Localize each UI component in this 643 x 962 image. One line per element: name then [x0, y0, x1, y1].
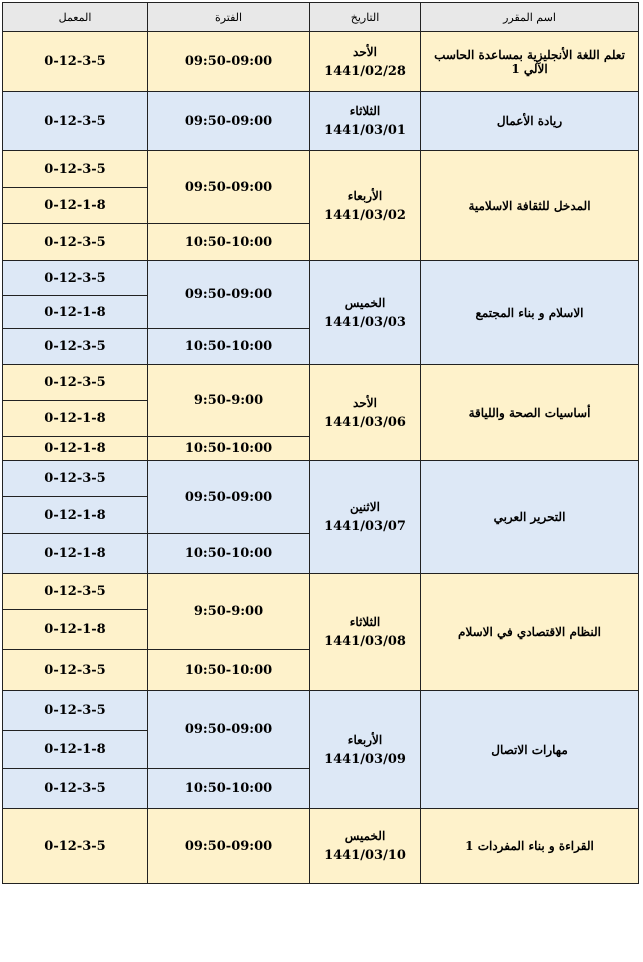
course-cell: مهارات الاتصال: [421, 691, 639, 809]
period-cell: 10:50-10:00: [148, 437, 310, 461]
exam-date: 1441/03/02: [324, 207, 406, 223]
date-cell: [310, 574, 421, 691]
exam-date: 1441/03/09: [324, 751, 406, 767]
period-cell: 10:50-10:00: [148, 224, 310, 261]
period-cell: 09:50-09:00: [148, 809, 310, 884]
lab-cell: 0-12-1-8: [3, 401, 148, 437]
table-row: [3, 261, 639, 296]
period-cell: 9:50-9:00: [148, 574, 310, 650]
lab-cell: 0-12-3-5: [3, 650, 148, 691]
period-cell: 09:50-09:00: [148, 92, 310, 151]
exam-date: 1441/03/06: [324, 414, 406, 430]
header-date: التاريخ: [310, 3, 421, 32]
exam-date: 1441/03/08: [324, 634, 406, 649]
table-row: [3, 461, 639, 497]
lab-cell: 0-12-3-5: [3, 461, 148, 497]
day-name: الخميس: [344, 829, 386, 843]
table-row: [3, 32, 639, 92]
period-cell: 10:50-10:00: [148, 769, 310, 809]
lab-cell: 0-12-1-8: [3, 437, 148, 461]
course-cell: القراءة و بناء المفردات 1: [421, 809, 639, 884]
table-row: [3, 574, 639, 610]
day-name: الأحد: [353, 44, 377, 59]
table-row: [3, 92, 639, 151]
day-name: الثلاثاء: [349, 615, 381, 629]
course-cell: المدخل للثقافة الاسلامية: [421, 151, 639, 261]
lab-cell: 0-12-1-8: [3, 731, 148, 769]
period-cell: 09:50-09:00: [148, 261, 310, 329]
table-row: [3, 809, 639, 884]
course-cell: التحرير العربي: [421, 461, 639, 574]
day-name: الثلاثاء: [349, 104, 381, 118]
exam-schedule-table: [2, 2, 639, 884]
date-cell: [310, 32, 421, 92]
lab-cell: 0-12-3-5: [3, 769, 148, 809]
day-name: الخميس: [344, 295, 386, 310]
lab-cell: 0-12-1-8: [3, 188, 148, 224]
exam-date: 1441/03/10: [324, 848, 406, 863]
date-cell: [310, 151, 421, 261]
table-row: [3, 151, 639, 188]
course-cell: ريادة الأعمال: [421, 92, 639, 151]
period-cell: 9:50-9:00: [148, 365, 310, 437]
course-cell: النظام الاقتصادي في الاسلام: [421, 574, 639, 691]
date-cell: [310, 92, 421, 151]
period-cell: 09:50-09:00: [148, 461, 310, 534]
day-name: الأربعاء: [347, 732, 383, 747]
lab-cell: 0-12-3-5: [3, 151, 148, 188]
course-cell: أساسيات الصحة واللياقة: [421, 365, 639, 461]
date-cell: [310, 691, 421, 809]
period-cell: 10:50-10:00: [148, 329, 310, 365]
lab-cell: 0-12-3-5: [3, 224, 148, 261]
header-course: اسم المقرر: [421, 3, 639, 32]
lab-cell: 0-12-3-5: [3, 92, 148, 151]
course-cell: تعلم اللغة الأنجليزية بمساعدة الحاسب الآلي 1: [421, 32, 639, 92]
table-row: [3, 365, 639, 401]
exam-date: 1441/03/03: [324, 314, 406, 330]
lab-cell: 0-12-1-8: [3, 296, 148, 329]
lab-cell: 0-12-3-5: [3, 329, 148, 365]
table-row: [3, 691, 639, 731]
date-cell: [310, 365, 421, 461]
header-period: الفترة: [148, 3, 310, 32]
period-cell: 10:50-10:00: [148, 650, 310, 691]
course-cell: الاسلام و بناء المجتمع: [421, 261, 639, 365]
lab-cell: 0-12-1-8: [3, 534, 148, 574]
lab-cell: 0-12-1-8: [3, 497, 148, 534]
date-cell: [310, 261, 421, 365]
date-cell: [310, 809, 421, 884]
exam-date: 1441/02/28: [324, 63, 406, 79]
exam-date: 1441/03/07: [324, 519, 406, 534]
period-cell: 09:50-09:00: [148, 151, 310, 224]
day-name: الاثنين: [350, 500, 380, 514]
period-cell: 10:50-10:00: [148, 534, 310, 574]
lab-cell: 0-12-3-5: [3, 261, 148, 296]
day-name: الأربعاء: [347, 188, 383, 203]
header-lab: المعمل: [3, 3, 148, 32]
lab-cell: 0-12-3-5: [3, 809, 148, 884]
lab-cell: 0-12-3-5: [3, 32, 148, 92]
lab-cell: 0-12-1-8: [3, 610, 148, 650]
period-cell: 09:50-09:00: [148, 691, 310, 769]
date-cell: [310, 461, 421, 574]
header-row: [3, 3, 639, 32]
period-cell: 09:50-09:00: [148, 32, 310, 92]
lab-cell: 0-12-3-5: [3, 574, 148, 610]
lab-cell: 0-12-3-5: [3, 365, 148, 401]
day-name: الأحد: [353, 395, 377, 410]
exam-date: 1441/03/01: [324, 123, 406, 138]
lab-cell: 0-12-3-5: [3, 691, 148, 731]
